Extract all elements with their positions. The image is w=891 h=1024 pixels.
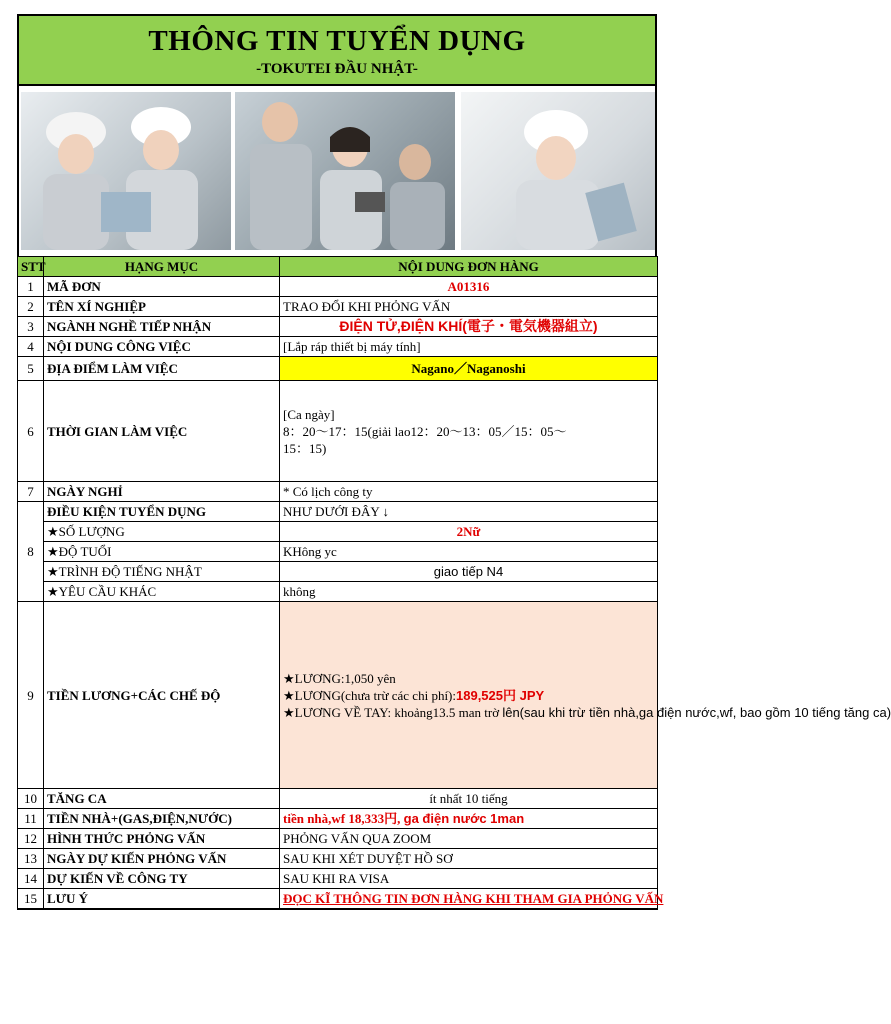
row-label: NGÀY DỰ KIẾN PHỎNG VẤN xyxy=(44,849,280,869)
row-number: 10 xyxy=(18,789,44,809)
photo-strip xyxy=(17,86,657,256)
table-row xyxy=(18,889,658,910)
table-row xyxy=(18,789,658,809)
salary-net-note: lên(sau khi trừ tiền nhà,ga điện nước,wf, bao gồm 10 tiếng tăng ca) xyxy=(502,704,891,720)
housing-value xyxy=(280,809,658,829)
row-label: LƯU Ý xyxy=(44,889,280,910)
row-label: NỘI DUNG CÔNG VIỆC xyxy=(44,337,280,357)
row-number: 8 xyxy=(18,502,44,602)
table-row xyxy=(18,337,658,357)
work-hours-value xyxy=(280,381,658,482)
row-label: ★ĐỘ TUỔI xyxy=(44,542,280,562)
row-number: 4 xyxy=(18,337,44,357)
table-row xyxy=(18,602,658,789)
col-header-item: HẠNG MỤC xyxy=(44,257,280,277)
table-row xyxy=(18,582,658,602)
table-row xyxy=(18,542,658,562)
row-label: ★YÊU CẦU KHÁC xyxy=(44,582,280,602)
page-title: THÔNG TIN TUYỂN DỤNG xyxy=(148,25,526,57)
work-location-value: Nagano／Naganoshi xyxy=(280,357,658,381)
job-content-value: [Lắp ráp thiết bị máy tính] xyxy=(280,337,658,357)
industry-value: ĐIỆN TỬ,ĐIỆN KHÍ(電子・電気機器組立) xyxy=(280,317,658,337)
housing-utilities: ga điện nước 1man xyxy=(403,811,525,826)
start-date-value: SAU KHI RA VISA xyxy=(280,869,658,889)
salary-net-label: ★LƯƠNG VỀ TAY: khoảng13.5 man trờ xyxy=(283,704,503,720)
row-label: HÌNH THỨC PHỎNG VẤN xyxy=(44,829,280,849)
work-hours-line: 15：15) xyxy=(283,440,327,456)
salary-line xyxy=(283,704,891,721)
row-number: 15 xyxy=(18,889,44,910)
age-value: KHông yc xyxy=(280,542,658,562)
salary-value xyxy=(280,602,891,789)
row-label: MÃ ĐƠN xyxy=(44,277,280,297)
table-row xyxy=(18,317,658,337)
row-label: TIỀN LƯƠNG+CÁC CHẾ ĐỘ xyxy=(44,602,280,789)
table-row xyxy=(18,357,658,381)
work-hours-line: [Ca ngày] xyxy=(283,406,335,422)
salary-gross-amount: 189,525円 JPY xyxy=(456,687,545,703)
table-row xyxy=(18,869,658,889)
table-row xyxy=(18,849,658,869)
salary-line xyxy=(283,687,654,704)
row-label: DỰ KIẾN VỀ CÔNG TY xyxy=(44,869,280,889)
row-label: TÊN XÍ NGHIỆP xyxy=(44,297,280,317)
overtime-value: ít nhất 10 tiếng xyxy=(280,789,658,809)
col-header-stt: STT xyxy=(18,257,44,277)
row-number: 9 xyxy=(18,602,44,789)
row-label: ★TRÌNH ĐỘ TIẾNG NHẬT xyxy=(44,562,280,582)
table-row xyxy=(18,522,658,542)
row-label: TIỀN NHÀ+(GAS,ĐIỆN,NƯỚC) xyxy=(44,809,280,829)
row-number: 13 xyxy=(18,849,44,869)
table-row xyxy=(18,482,658,502)
row-label: NGÀNH NGHỀ TIẾP NHẬN xyxy=(44,317,280,337)
table-row xyxy=(18,829,658,849)
work-hours-line: 8：20〜17：15(giải lao12：20〜13：05／15：05〜 xyxy=(283,423,567,439)
row-number: 11 xyxy=(18,809,44,829)
row-number: 12 xyxy=(18,829,44,849)
workers-photo-left xyxy=(21,92,231,250)
row-label: TĂNG CA xyxy=(44,789,280,809)
other-requirements-value: không xyxy=(280,582,658,602)
row-number: 3 xyxy=(18,317,44,337)
row-label: NGÀY NGHỈ xyxy=(44,482,280,502)
housing-rent: tiền nhà,wf 18,333円, xyxy=(283,811,404,826)
interview-date-value: SAU KHI XÉT DUYỆT HỒ SƠ xyxy=(280,849,658,869)
company-name-value: TRAO ĐỔI KHI PHỎNG VẤN xyxy=(280,297,658,317)
row-number: 6 xyxy=(18,381,44,482)
col-header-content: NỘI DUNG ĐƠN HÀNG xyxy=(280,257,658,277)
job-code-value: A01316 xyxy=(280,277,658,297)
row-label: THỜI GIAN LÀM VIỆC xyxy=(44,381,280,482)
page-subtitle: -TOKUTEI ĐẦU NHẬT- xyxy=(256,61,418,77)
worker-photo-right xyxy=(461,92,655,250)
header-banner xyxy=(17,14,657,86)
quantity-value: 2Nữ xyxy=(280,522,658,542)
salary-gross-label: ★LƯƠNG(chưa trừ các chi phí): xyxy=(283,687,456,703)
job-table xyxy=(17,256,891,910)
job-sheet xyxy=(17,14,891,910)
row-label: ★SỐ LƯỢNG xyxy=(44,522,280,542)
row-number: 14 xyxy=(18,869,44,889)
row-number: 7 xyxy=(18,482,44,502)
table-row xyxy=(18,297,658,317)
days-off-value: * Có lịch công ty xyxy=(280,482,658,502)
note-value: ĐỌC KĨ THÔNG TIN ĐƠN HÀNG KHI THAM GIA PHỎNG VẤN xyxy=(280,889,658,910)
row-number: 2 xyxy=(18,297,44,317)
row-number: 1 xyxy=(18,277,44,297)
table-row xyxy=(18,809,658,829)
table-row xyxy=(18,277,658,297)
interview-format-value: PHỎNG VẤN QUA ZOOM xyxy=(280,829,658,849)
table-row xyxy=(18,562,658,582)
table-header-row xyxy=(18,257,658,277)
row-label: ĐỊA ĐIỂM LÀM VIỆC xyxy=(44,357,280,381)
japanese-level-value: giao tiếp N4 xyxy=(280,562,658,582)
table-row xyxy=(18,502,658,522)
row-label: ĐIỀU KIỆN TUYỂN DỤNG xyxy=(44,502,280,522)
requirements-value: NHƯ DƯỚI ĐÂY ↓ xyxy=(280,502,658,522)
table-row xyxy=(18,381,658,482)
salary-line: ★LƯƠNG:1,050 yên xyxy=(283,670,396,686)
workers-photo-center xyxy=(235,92,455,250)
row-number: 5 xyxy=(18,357,44,381)
